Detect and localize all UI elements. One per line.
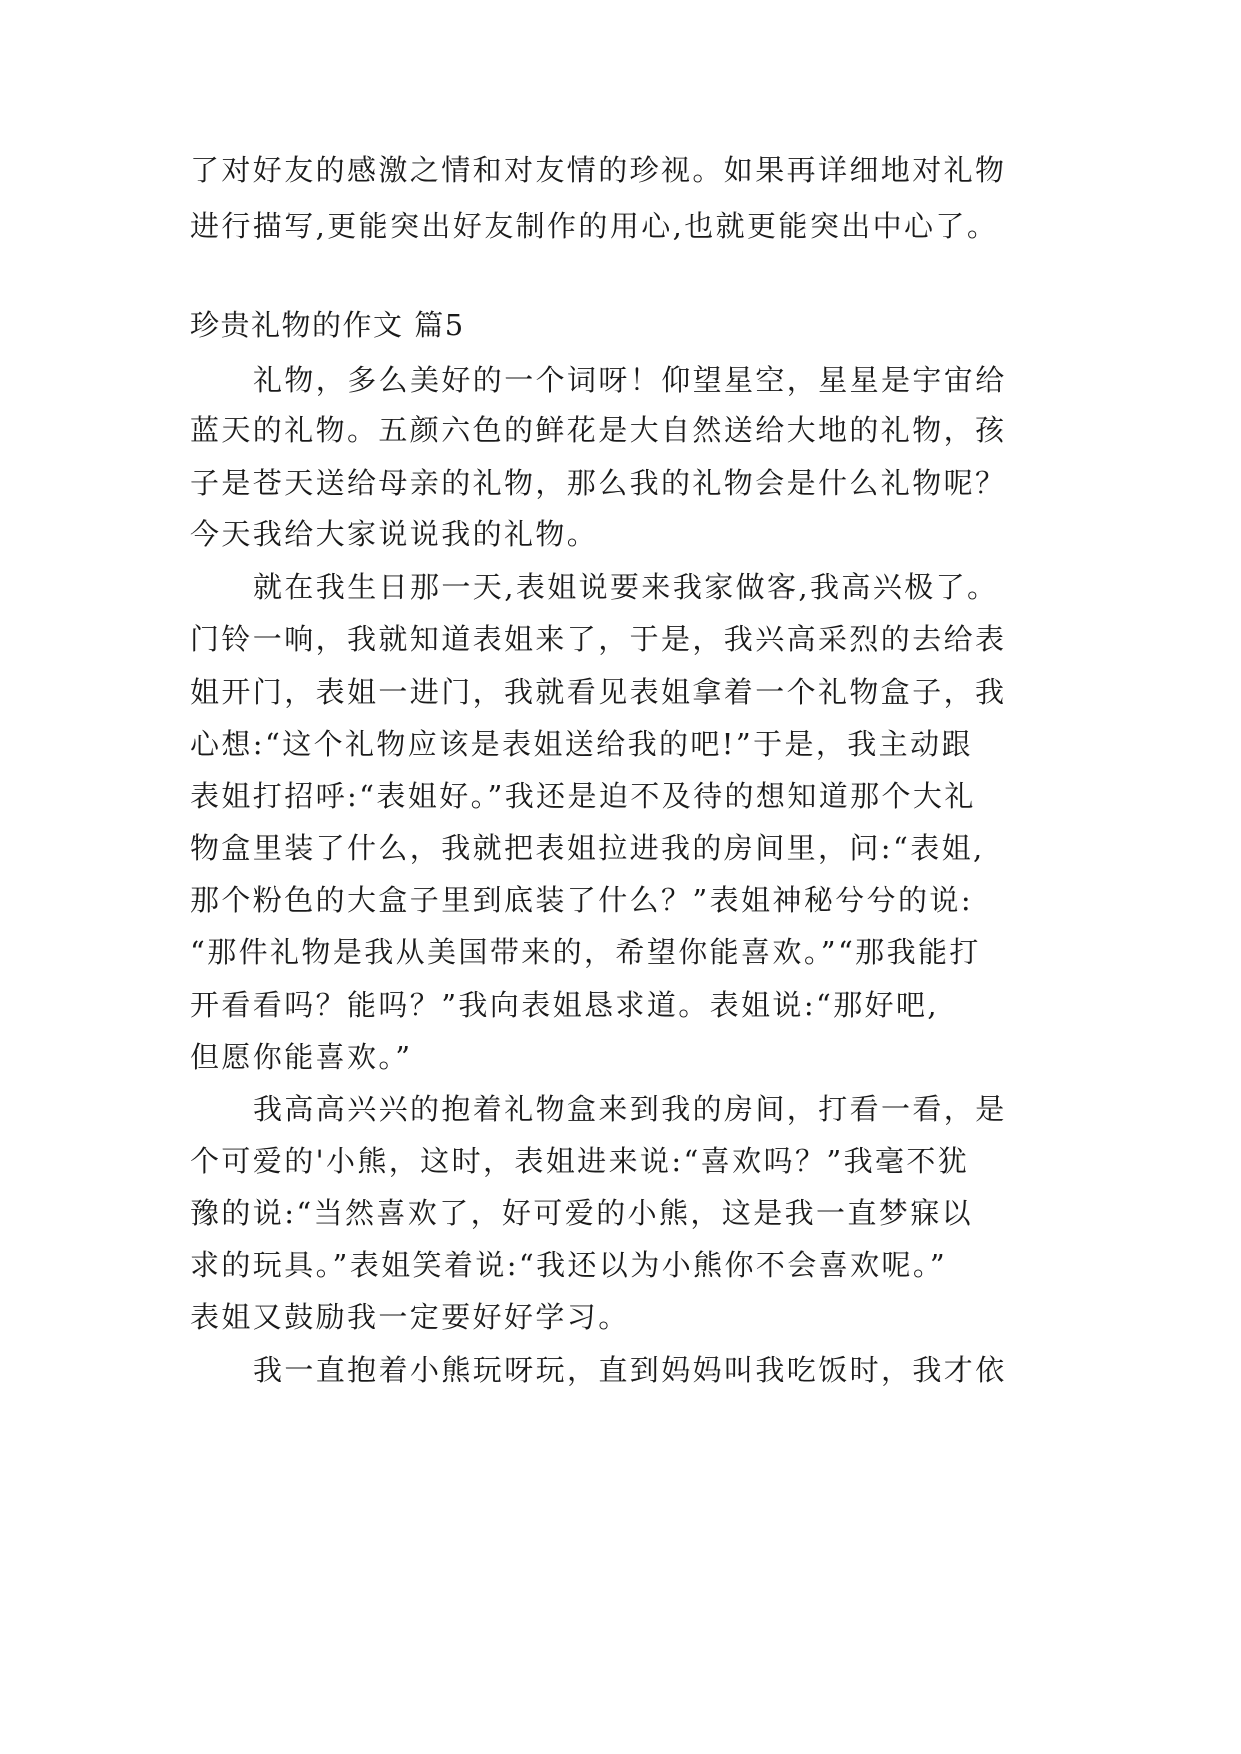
text-line: 但愿你能喜欢。” [190, 1040, 413, 1074]
paragraph-first-line: 我一直抱着小熊玩呀玩，直到妈妈叫我吃饭时，我才依 [253, 1353, 1007, 1387]
text-line: 姐开门，表姐一进门，我就看见表姐拿着一个礼物盒子，我 [190, 675, 1007, 709]
text-line: 求的玩具。”表姐笑着说:“我还以为小熊你不会喜欢呢。” [190, 1248, 948, 1282]
text-line: 了对好友的感激之情和对友情的珍视。如果再详细地对礼物 [190, 153, 1007, 187]
text-line: 物盒里装了什么，我就把表姐拉进我的房间里，问:“表姐, [190, 831, 985, 865]
text-line: 表姐打招呼:“表姐好。”我还是迫不及待的想知道那个大礼 [190, 779, 976, 813]
paragraph-first-line: 我高高兴兴的抱着礼物盒来到我的房间，打看一看，是 [253, 1092, 1007, 1126]
paragraph-first-line: 就在我生日那一天,表姐说要来我家做客,我高兴极了。 [253, 570, 999, 604]
text-line: 今天我给大家说说我的礼物。 [190, 517, 599, 551]
text-line: “那件礼物是我从美国带来的，希望你能喜欢。”“那我能打 [190, 935, 981, 969]
text-line: 子是苍天送给母亲的礼物，那么我的礼物会是什么礼物呢？ [190, 466, 1007, 500]
text-line: 进行描写,更能突出好友制作的用心,也就更能突出中心了。 [190, 209, 999, 243]
text-line: 豫的说:“当然喜欢了，好可爱的小熊，这是我一直梦寐以 [190, 1196, 973, 1230]
text-line: 蓝天的礼物。五颜六色的鲜花是大自然送给大地的礼物，孩 [190, 413, 1007, 447]
text-line: 门铃一响，我就知道表姐来了，于是，我兴高采烈的去给表 [190, 622, 1007, 656]
text-line: 开看看吗？能吗？”我向表姐恳求道。表姐说:“那好吧, [190, 988, 940, 1022]
section-heading: 珍贵礼物的作文 篇5 [190, 308, 465, 342]
text-line: 个可爱的'小熊，这时，表姐进来说:“喜欢吗？”我毫不犹 [190, 1144, 970, 1178]
paragraph-first-line: 礼物，多么美好的一个词呀！仰望星空，星星是宇宙给 [253, 363, 1007, 397]
text-line: 那个粉色的大盒子里到底装了什么？”表姐神秘兮兮的说: [190, 883, 973, 917]
text-line: 表姐又鼓励我一定要好好学习。 [190, 1300, 630, 1334]
text-line: 心想:“这个礼物应该是表姐送给我的吧!”于是，我主动跟 [190, 727, 973, 761]
